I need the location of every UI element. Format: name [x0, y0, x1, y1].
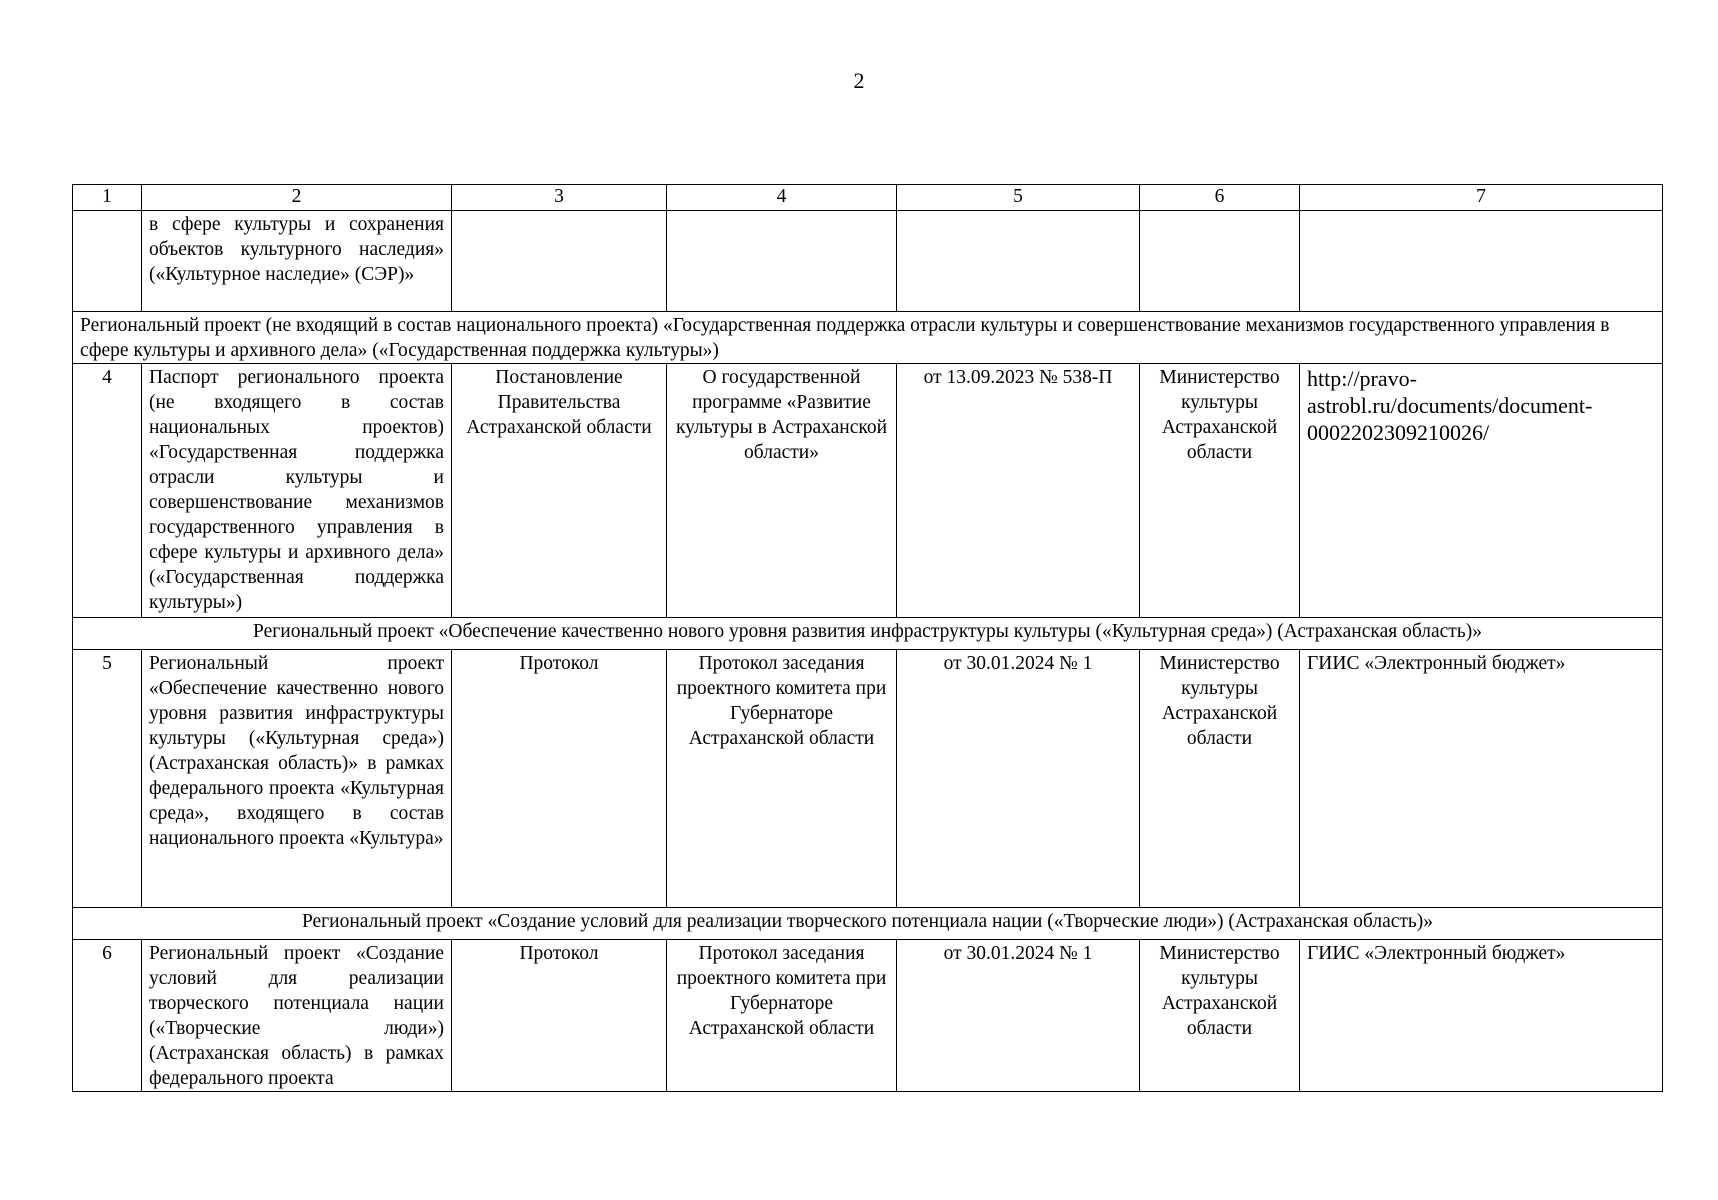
cell-date — [897, 211, 1140, 312]
cell-date: от 30.01.2024 № 1 — [897, 940, 1140, 1092]
header-col-3: 3 — [452, 185, 667, 211]
cell-title: О государственной программе «Развитие культуры в Астраханской области» — [667, 364, 897, 618]
cell-name: Паспорт регионального проекта (не входящего в состав национальных проектов) «Государственная поддержка отрасли культуры и совершенствование механизмов государственного управления в сфере культуры и архивного дела» («Государственная поддержка культуры») — [142, 364, 452, 618]
cell-name: Региональный проект «Создание условий для реализации творческого потенциала нации («Творческие люди») (Астраханская область) в рамках федерального проекта — [142, 940, 452, 1092]
header-col-6: 6 — [1140, 185, 1300, 211]
cell-number: 6 — [73, 940, 142, 1092]
header-col-1: 1 — [73, 185, 142, 211]
cell-date: от 13.09.2023 № 538-П — [897, 364, 1140, 618]
cell-title — [667, 211, 897, 312]
cell-authority: Министерство культуры Астраханской области — [1140, 364, 1300, 618]
cell-number — [73, 211, 142, 312]
table-row — [73, 650, 1663, 908]
cell-doc-type: Протокол — [452, 650, 667, 908]
section-heading: Региональный проект «Обеспечение качественно нового уровня развития инфраструктуры культуры («Культурная среда») (Астраханская область)» — [73, 618, 1663, 650]
cell-doc-type — [452, 211, 667, 312]
header-col-7: 7 — [1300, 185, 1663, 211]
section-row — [73, 908, 1663, 940]
cell-source — [1300, 211, 1663, 312]
cell-doc-type: Протокол — [452, 940, 667, 1092]
cell-number: 4 — [73, 364, 142, 618]
cell-title: Протокол заседания проектного комитета при Губернаторе Астраханской области — [667, 650, 897, 908]
section-row — [73, 312, 1663, 364]
header-col-5: 5 — [897, 185, 1140, 211]
page-number: 2 — [853, 68, 865, 93]
section-row — [73, 618, 1663, 650]
cell-source: ГИИС «Электронный бюджет» — [1300, 940, 1663, 1092]
table-row — [73, 940, 1663, 1092]
registry-table — [72, 184, 1663, 1092]
table-row — [73, 364, 1663, 618]
header-col-4: 4 — [667, 185, 897, 211]
header-row — [73, 185, 1663, 211]
cell-title: Протокол заседания проектного комитета при Губернаторе Астраханской области — [667, 940, 897, 1092]
cell-authority: Министерство культуры Астраханской области — [1140, 650, 1300, 908]
header-col-2: 2 — [142, 185, 452, 211]
cell-source: ГИИС «Электронный бюджет» — [1300, 650, 1663, 908]
cell-name: в сфере культуры и сохранения объектов культурного наследия» («Культурное наследие» (СЭР)» — [142, 211, 452, 312]
cell-authority — [1140, 211, 1300, 312]
cell-authority: Министерство культуры Астраханской области — [1140, 940, 1300, 1092]
cell-name: Региональный проект «Обеспечение качественно нового уровня развития инфраструктуры культуры («Культурная среда») (Астраханская область)» в рамках федерального проекта «Культурная среда», входящего в состав национального проекта «Культура» — [142, 650, 452, 908]
section-heading: Региональный проект «Создание условий для реализации творческого потенциала нации («Творческие люди») (Астраханская область)» — [73, 908, 1663, 940]
cell-source-link: http://pravo-astrobl.ru/documents/document-0002202309210026/ — [1300, 364, 1663, 618]
section-heading: Региональный проект (не входящий в состав национального проекта) «Государственная поддержка отрасли культуры и совершенствование механизмов государственного управления в сфере культуры и архивного дела» («Государственная поддержка культуры») — [73, 312, 1663, 364]
cell-date: от 30.01.2024 № 1 — [897, 650, 1140, 908]
table-row-continuation — [73, 211, 1663, 312]
cell-number: 5 — [73, 650, 142, 908]
cell-doc-type: Постановление Правительства Астраханской области — [452, 364, 667, 618]
